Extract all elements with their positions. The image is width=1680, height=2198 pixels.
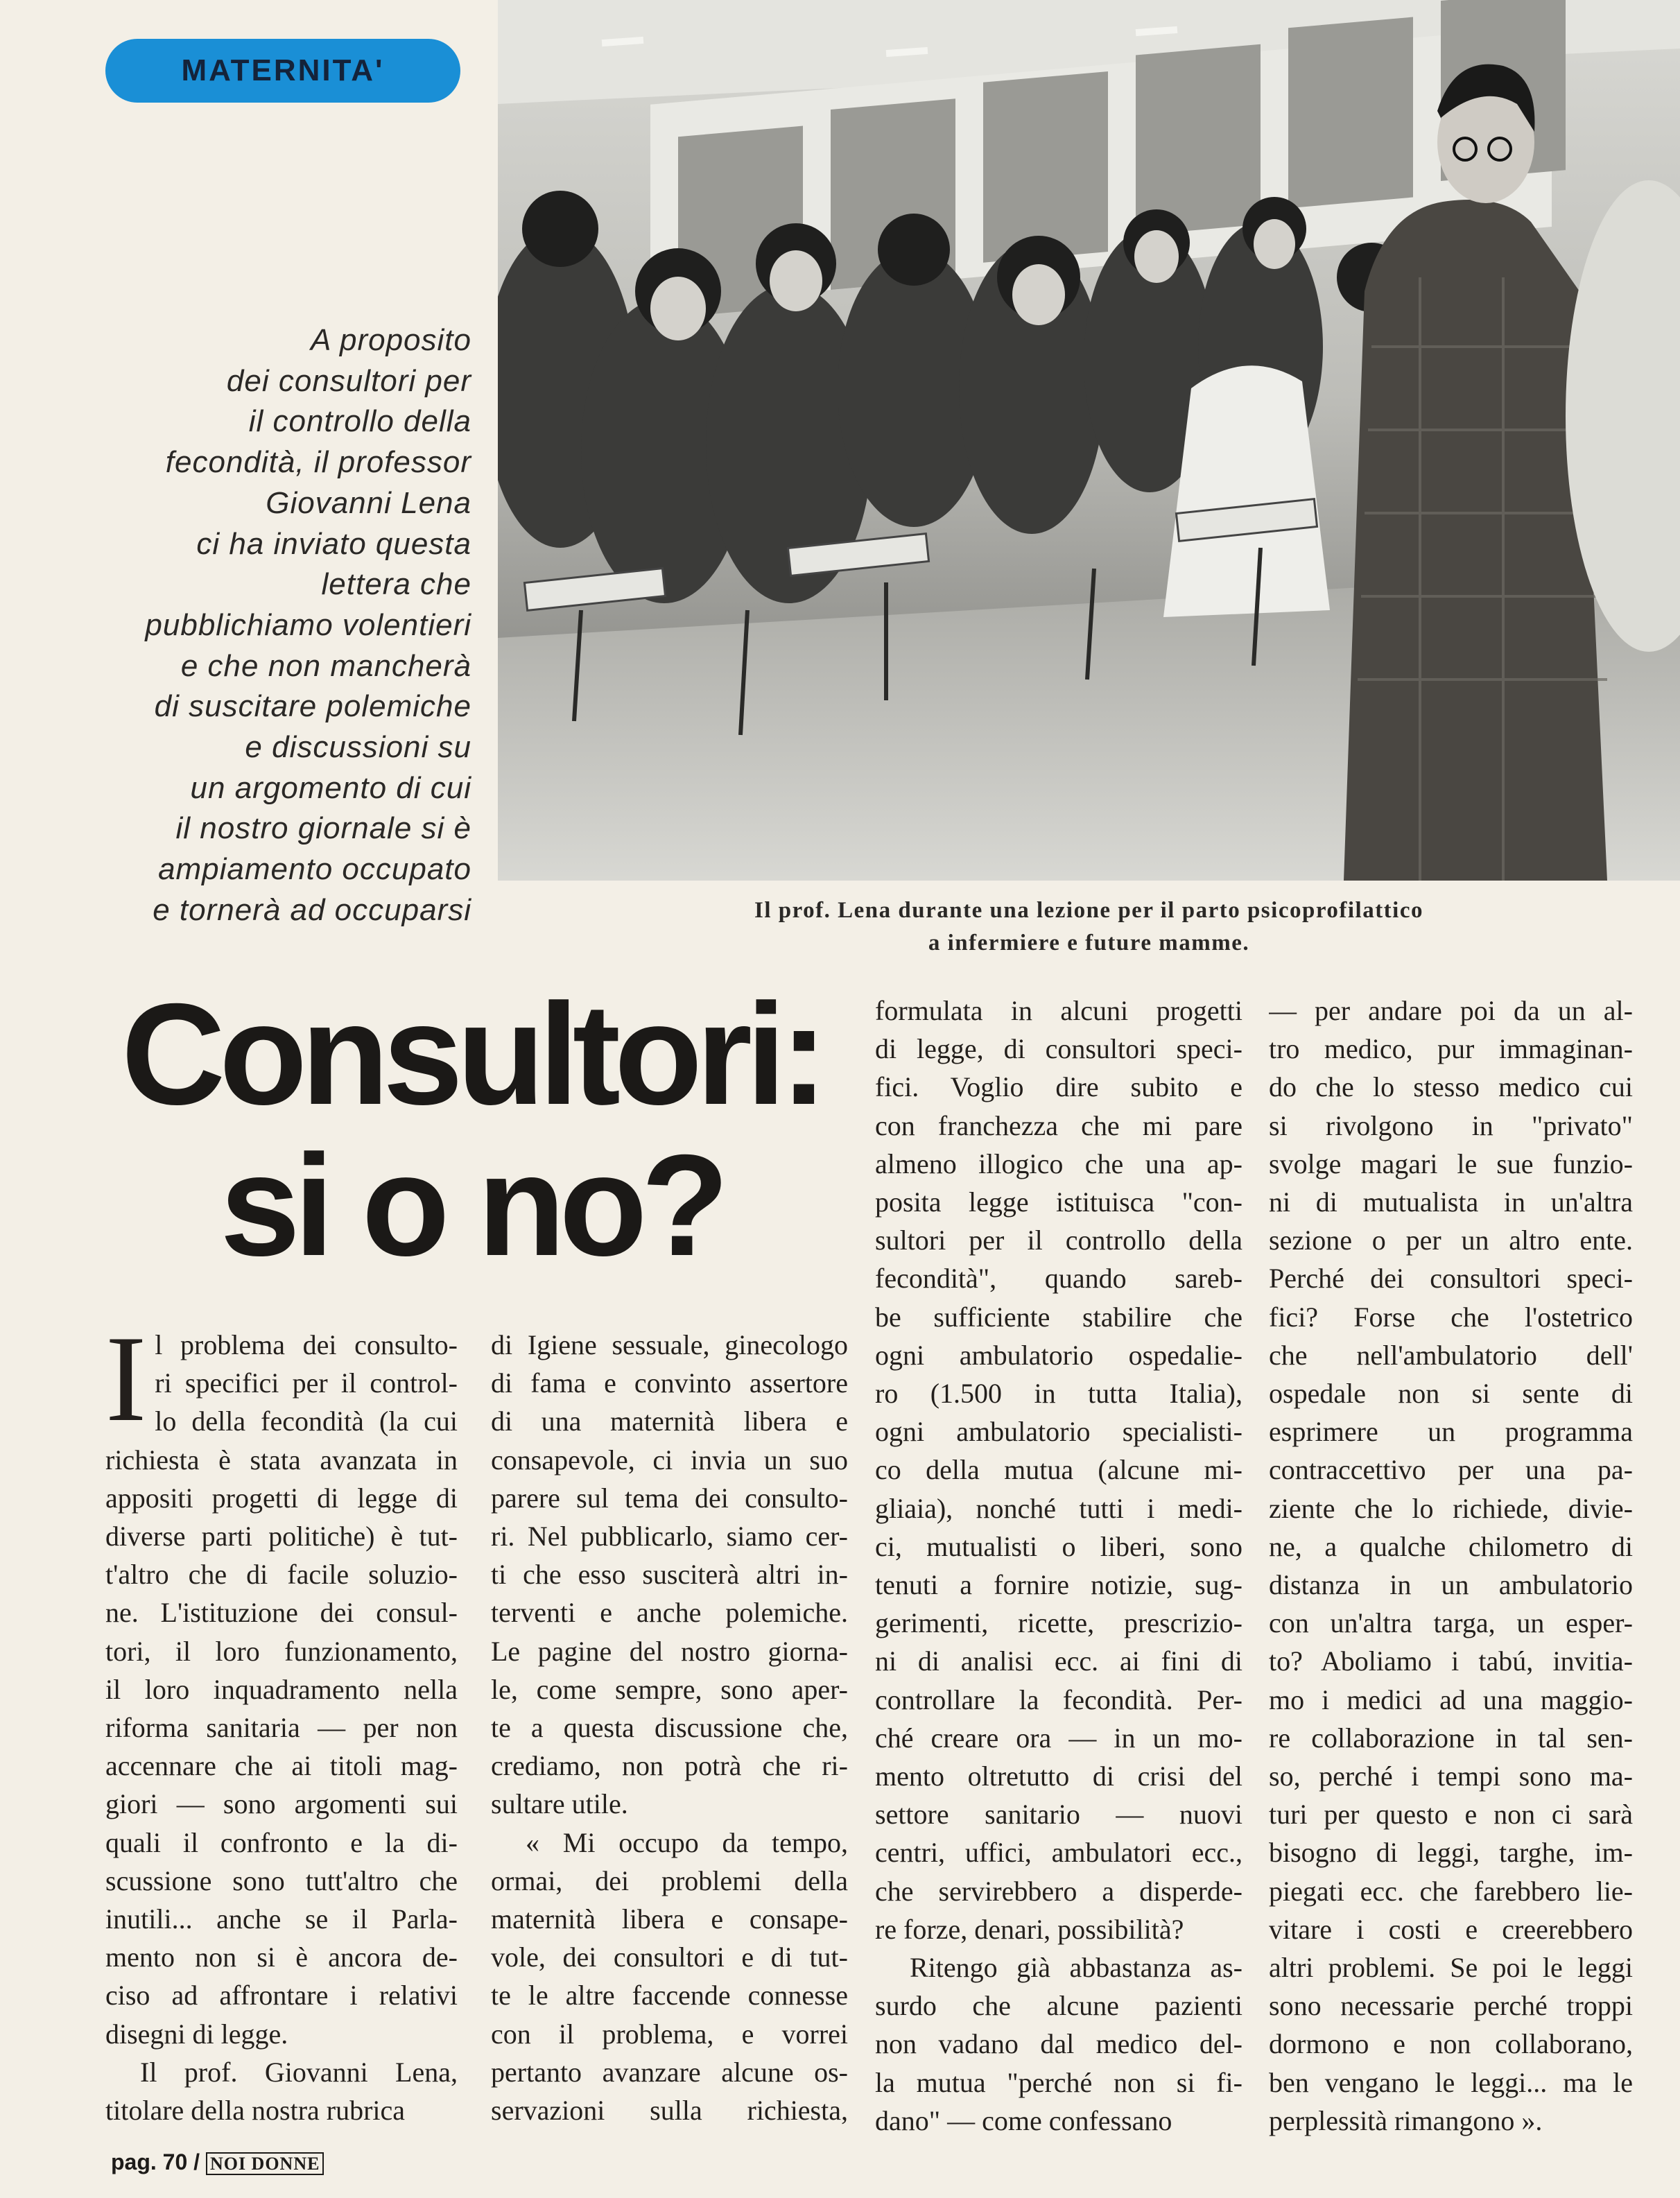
article-column-2 bbox=[491, 1326, 848, 2129]
article-line: mo i medici ad una maggio- bbox=[1269, 1684, 1633, 1715]
article-line: giori — sono argomenti sui bbox=[105, 1788, 458, 1820]
article-line: crediamo, non potrà che ri- bbox=[491, 1750, 848, 1782]
article-line: perplessità rimangono ». bbox=[1269, 2104, 1543, 2136]
article-line: re collaborazione in tal sen- bbox=[1269, 1722, 1633, 1754]
article-line: le, come sempre, sono aper- bbox=[491, 1673, 848, 1705]
article-line: Ritengo già abbastanza as- bbox=[910, 1952, 1242, 1984]
article-line: inutili... anche se il Parla- bbox=[105, 1903, 458, 1935]
article-line: dano" — come confessano bbox=[875, 2104, 1172, 2136]
headline-line: Consultori: bbox=[121, 974, 822, 1135]
article-line: turi per questo e non ci sarà bbox=[1269, 1799, 1633, 1831]
article-line: ogni ambulatorio ospedalie- bbox=[875, 1339, 1242, 1371]
article-line: t'altro che di facile soluzio- bbox=[105, 1559, 458, 1591]
article-line: diverse parti politiche) è tut- bbox=[105, 1521, 458, 1552]
article-line: ogni ambulatorio specialisti- bbox=[875, 1416, 1242, 1448]
article-line: disegni di legge. bbox=[105, 2018, 288, 2050]
article-line: fici? Forse che l'ostetrico bbox=[1269, 1301, 1633, 1333]
article-line: sultare utile. bbox=[491, 1788, 628, 1820]
intro-line: dei consultori per bbox=[226, 363, 471, 398]
article-line: ciso ad affrontare i relativi bbox=[105, 1980, 458, 2011]
article-line: vitare i costi e creerebbero bbox=[1269, 1913, 1633, 1945]
article-line: il loro inquadramento nella bbox=[105, 1673, 458, 1705]
article-line: riforma sanitaria — per non bbox=[105, 1712, 458, 1744]
article-line: ne, a qualche chilometro di bbox=[1269, 1530, 1633, 1562]
article-column-3 bbox=[875, 992, 1242, 2140]
article-line: ri specifici per il control- bbox=[155, 1367, 458, 1399]
article-line: fecondità", quando sareb- bbox=[875, 1263, 1242, 1295]
magazine-logo: NOI DONNE bbox=[206, 2152, 324, 2175]
intro-line: ci ha inviato questa bbox=[196, 526, 471, 561]
article-line: ziente che lo richiede, divie- bbox=[1269, 1492, 1633, 1524]
article-line: che nell'ambulatorio dell' bbox=[1269, 1339, 1633, 1371]
article-line: so, perché i tempi sono ma- bbox=[1269, 1760, 1633, 1792]
article-line: dormono e non collaborano, bbox=[1269, 2028, 1633, 2060]
article-line: tori, il loro funzionamento, bbox=[105, 1635, 458, 1667]
article-line: co della mutua (alcune mi- bbox=[875, 1454, 1242, 1486]
article-line: ché creare ora — in un mo- bbox=[875, 1722, 1242, 1754]
article-line: mento non si è ancora de- bbox=[105, 1941, 458, 1973]
article-line: bisogno di leggi, targhe, im- bbox=[1269, 1837, 1633, 1869]
article-line: terventi e anche polemiche. bbox=[491, 1597, 848, 1629]
intro-line: un argomento di cui bbox=[190, 770, 471, 805]
intro-line: e che non mancherà bbox=[180, 648, 471, 683]
article-line: richiesta è stata avanzata in bbox=[105, 1444, 458, 1476]
article-line: Le pagine del nostro giorna- bbox=[491, 1635, 848, 1667]
intro-line: A proposito bbox=[311, 323, 471, 357]
article-line: vole, dei consultori e di tut- bbox=[491, 1941, 848, 1973]
article-line: che servirebbero a disperde- bbox=[875, 1875, 1242, 1907]
article-line: di fama e convinto assertore bbox=[491, 1367, 848, 1399]
article-line: accennare che ai titoli mag- bbox=[105, 1750, 458, 1782]
article-line: altri problemi. Se poi le leggi bbox=[1269, 1952, 1633, 1984]
intro-line: il nostro giornale si è bbox=[175, 811, 471, 846]
article-line: ro (1.500 in tutta Italia), bbox=[875, 1378, 1242, 1410]
drop-cap: I bbox=[105, 1310, 147, 1447]
article-line: — per andare poi da un al- bbox=[1269, 995, 1633, 1026]
article-line: tro medico, pur immaginan- bbox=[1269, 1033, 1633, 1065]
article-line: appositi progetti di legge di bbox=[105, 1482, 458, 1514]
article-line: sezione o per un altro ente. bbox=[1269, 1225, 1633, 1256]
photo-caption bbox=[498, 894, 1680, 960]
article-line: fici. Voglio dire subito e bbox=[875, 1071, 1242, 1103]
intro-line: pubblichiamo volentieri bbox=[145, 607, 471, 642]
article-line: non vadano dal medico del- bbox=[875, 2028, 1242, 2060]
article-line: con un'altra targa, un esper- bbox=[1269, 1607, 1633, 1639]
article-line: svolge magari le sue funzio- bbox=[1269, 1148, 1633, 1179]
intro-line: il controllo della bbox=[248, 404, 471, 439]
photo-caption-line: Il prof. Lena durante una lezione per il parto psicoprofilattico bbox=[754, 898, 1423, 923]
article-line: titolare della nostra rubrica bbox=[105, 2095, 406, 2127]
article-line: ospedale non si sente di bbox=[1269, 1378, 1633, 1410]
article-line: surdo che alcune pazienti bbox=[875, 1990, 1242, 2022]
article-line: ci, mutualisti o liberi, sono bbox=[875, 1530, 1242, 1562]
article-line: si rivolgono in "privato" bbox=[1269, 1109, 1633, 1141]
article-line: sono necessarie perché troppi bbox=[1269, 1990, 1633, 2022]
article-line: ni di analisi ecc. ai fini di bbox=[875, 1645, 1242, 1677]
article-line: di Igiene sessuale, ginecologo bbox=[491, 1329, 848, 1360]
article-line: sultori per il controllo della bbox=[875, 1225, 1242, 1256]
article-line: ne. L'istituzione dei consul- bbox=[105, 1597, 458, 1629]
intro-line: di suscitare polemiche bbox=[154, 689, 471, 724]
article-line: posita legge istituisca "con- bbox=[875, 1186, 1242, 1218]
article-column-1 bbox=[105, 1310, 458, 2129]
article-line: ri. Nel pubblicarlo, siamo cer- bbox=[491, 1521, 848, 1552]
article-line: l problema dei consulto- bbox=[155, 1329, 458, 1360]
headline-line: si o no? bbox=[220, 1125, 723, 1286]
intro-line: e tornerà ad occuparsi bbox=[153, 892, 471, 927]
article-line: scussione sono tutt'altro che bbox=[105, 1864, 458, 1896]
article-line: gliaia), nonché tutti i medi- bbox=[875, 1492, 1242, 1524]
article-line: di una maternità libera e bbox=[491, 1405, 848, 1437]
page-footer bbox=[111, 2149, 324, 2175]
article-line: centri, uffici, ambulatori ecc., bbox=[875, 1837, 1242, 1869]
article-line: tenuti a fornire notizie, sug- bbox=[875, 1569, 1242, 1601]
photo-caption-line: a infermiere e future mamme. bbox=[928, 931, 1250, 955]
intro-line: fecondità, il professor bbox=[165, 445, 471, 480]
article-line: Perché dei consultori speci- bbox=[1269, 1263, 1633, 1295]
intro-line: lettera che bbox=[321, 567, 471, 602]
article-line: consapevole, ci invia un suo bbox=[491, 1444, 848, 1476]
intro-line: Giovanni Lena bbox=[266, 485, 471, 520]
intro-standfirst bbox=[83, 320, 471, 931]
article-line: maternità libera e consape- bbox=[491, 1903, 848, 1935]
article-line: Il prof. Giovanni Lena, bbox=[140, 2056, 458, 2088]
article-line: pertanto avanzare alcune os- bbox=[491, 2056, 848, 2088]
article-line: quali il confronto e la di- bbox=[105, 1826, 458, 1858]
article-line: « Mi occupo da tempo, bbox=[526, 1826, 848, 1858]
article-line: servazioni sulla richiesta, bbox=[491, 2095, 848, 2127]
article-line: almeno illogico che una ap- bbox=[875, 1148, 1242, 1179]
headline bbox=[104, 974, 839, 1286]
article-line: settore sanitario — nuovi bbox=[875, 1799, 1242, 1831]
article-line: re forze, denari, possibilità? bbox=[875, 1913, 1184, 1945]
article-line: ormai, dei problemi della bbox=[491, 1864, 848, 1896]
intro-line: e discussioni su bbox=[245, 730, 471, 765]
article-line: be sufficiente stabilire che bbox=[875, 1301, 1242, 1333]
article-line: parere sul tema dei consulto- bbox=[491, 1482, 848, 1514]
article-line: ni di mutualista in un'altra bbox=[1269, 1186, 1633, 1218]
article-line: la mutua "perché non si fi- bbox=[875, 2066, 1242, 2098]
lecture-photo-illustration bbox=[498, 0, 1680, 881]
article-line: lo della fecondità (la cui bbox=[155, 1405, 458, 1437]
article-line: ben vengano le leggi... ma le bbox=[1269, 2066, 1633, 2098]
article-line: do che lo stesso medico cui bbox=[1269, 1071, 1633, 1103]
article-line: di legge, di consultori speci- bbox=[875, 1033, 1242, 1065]
article-line: mento oltretutto di crisi del bbox=[875, 1760, 1242, 1792]
article-line: piegati ecc. che farebbero lie- bbox=[1269, 1875, 1633, 1907]
article-line: formulata in alcuni progetti bbox=[875, 995, 1242, 1026]
article-line: con franchezza che mi pare bbox=[875, 1109, 1242, 1141]
article-line: contraccettivo per una pa- bbox=[1269, 1454, 1633, 1486]
section-tag: MATERNITA' bbox=[105, 39, 460, 103]
lecture-photo bbox=[498, 0, 1680, 881]
article-line: to? Aboliamo i tabú, invitia- bbox=[1269, 1645, 1633, 1677]
article-line: esprimere un programma bbox=[1269, 1416, 1633, 1448]
article-line: distanza in un ambulatorio bbox=[1269, 1569, 1633, 1601]
page-number: pag. 70 / bbox=[111, 2149, 200, 2174]
article-line: gerimenti, ricette, prescrizio- bbox=[875, 1607, 1242, 1639]
article-line: con il problema, e vorrei bbox=[491, 2018, 848, 2050]
article-line: te le altre faccende connesse bbox=[491, 1980, 848, 2011]
article-line: te a questa discussione che, bbox=[491, 1712, 848, 1744]
article-line: ti che esso susciterà altri in- bbox=[491, 1559, 848, 1591]
article-column-4 bbox=[1269, 992, 1633, 2140]
intro-line: ampiamento occupato bbox=[158, 852, 471, 887]
article-line: controllare la fecondità. Per- bbox=[875, 1684, 1242, 1715]
